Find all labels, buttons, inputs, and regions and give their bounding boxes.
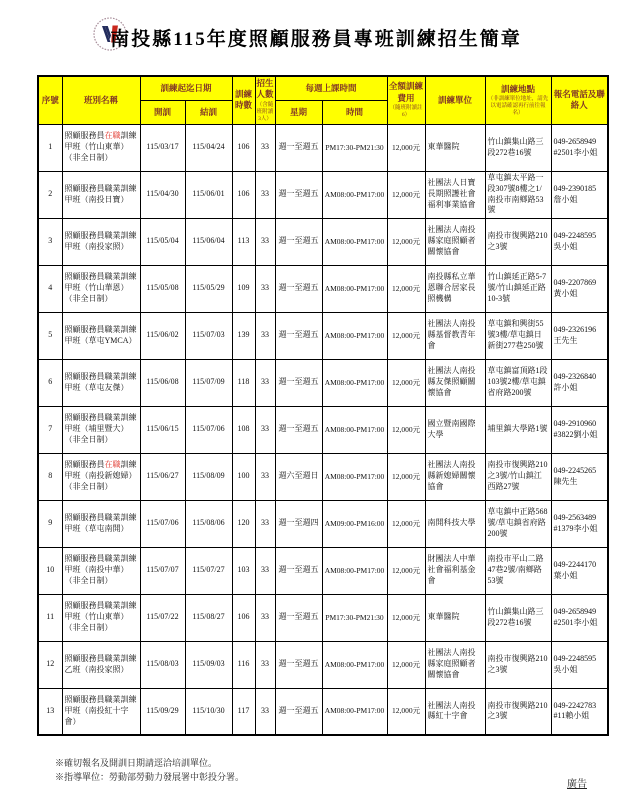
cell-date-end: 115/10/30 — [185, 688, 232, 735]
cell-date-start: 115/04/30 — [140, 171, 185, 218]
cell-date-start: 115/07/22 — [140, 594, 185, 641]
header-contact: 報名電話及聯絡人 — [551, 76, 608, 124]
header-fee-label: 全額訓練費用 — [388, 81, 423, 103]
cell-location: 竹山鎮集山路三段272巷16號 — [485, 594, 551, 641]
header-date-end: 結訓 — [185, 100, 232, 124]
cell-date-end: 115/07/06 — [185, 406, 232, 453]
cell-capacity: 33 — [255, 688, 275, 735]
cell-class-name: 照顧服務員職業訓練甲班（南投紅十字會） — [62, 688, 140, 735]
cell-seq: 9 — [38, 500, 62, 547]
cell-date-start: 115/07/07 — [140, 547, 185, 594]
inservice-highlight: 在職 — [104, 460, 121, 470]
cell-capacity: 33 — [255, 594, 275, 641]
cell-class-name: 照顧服務員職業訓練甲班（草屯YMCA） — [62, 312, 140, 359]
cell-fee: 12,000元 — [387, 547, 425, 594]
training-schedule-table — [37, 75, 609, 736]
cell-unit: 社團法人南投縣紅十字會 — [425, 688, 485, 735]
table-row — [38, 641, 608, 688]
table-row — [38, 453, 608, 500]
cell-seq: 13 — [38, 688, 62, 735]
cell-time: AM08:00-PM17:00 — [322, 359, 387, 406]
cell-contact: 049-2326840 許小姐 — [551, 359, 608, 406]
cell-unit: 社團法人南投縣家庭照顧者關懷協會 — [425, 641, 485, 688]
cell-weekday: 週一至週五 — [275, 594, 322, 641]
cell-class-name: 照顧服務員職業訓練甲班（埔里暨大）（非全日制） — [62, 406, 140, 453]
cell-contact: 049-2326196 王先生 — [551, 312, 608, 359]
cell-weekday: 週一至週五 — [275, 124, 322, 171]
cell-fee: 12,000元 — [387, 500, 425, 547]
cell-weekday: 週一至週五 — [275, 312, 322, 359]
cell-hours: 118 — [232, 359, 255, 406]
cell-contact: 049-2563489 #1379李小姐 — [551, 500, 608, 547]
table-row — [38, 688, 608, 735]
header-class-name: 班別名稱 — [62, 76, 140, 124]
header-location-label: 訓練地點 — [500, 83, 535, 94]
cell-unit: 國立暨南國際大學 — [425, 406, 485, 453]
cell-contact: 049-2390185 詹小姐 — [551, 171, 608, 218]
header-seq: 序號 — [38, 76, 62, 124]
header-capacity-label: 招生人數 — [256, 78, 274, 100]
cell-weekday: 週一至週五 — [275, 547, 322, 594]
cell-location: 草屯鎮富頂路1段103號2樓/草屯鎮省府路200號 — [485, 359, 551, 406]
cell-time: AM08:00-PM17:00 — [322, 547, 387, 594]
cell-fee: 12,000元 — [387, 688, 425, 735]
table-row — [38, 124, 608, 171]
footer-note-line: ※指導單位：勞動部勞動力發展署中彰投分署。 — [55, 771, 245, 782]
cell-unit: 東華醫院 — [425, 594, 485, 641]
cell-capacity: 33 — [255, 453, 275, 500]
table-row — [38, 359, 608, 406]
cell-weekday: 週一至週五 — [275, 171, 322, 218]
header-weekly-time: 每週上課時間 — [275, 76, 387, 100]
table-row — [38, 547, 608, 594]
cell-capacity: 33 — [255, 359, 275, 406]
cell-fee: 12,000元 — [387, 218, 425, 265]
cell-date-end: 115/06/01 — [185, 171, 232, 218]
cell-capacity: 33 — [255, 547, 275, 594]
cell-seq: 2 — [38, 171, 62, 218]
cell-fee: 12,000元 — [387, 453, 425, 500]
cell-class-name: 照顧服務員在職訓練甲班（竹山東華）（非全日制） — [62, 124, 140, 171]
cell-unit: 財團法人中華社會福利基金會 — [425, 547, 485, 594]
cell-class-name: 照顧服務員職業訓練甲班（竹山東華）（非全日制） — [62, 594, 140, 641]
cell-contact: 049-2244170 葉小姐 — [551, 547, 608, 594]
cell-time: AM08:00-PM17:00 — [322, 688, 387, 735]
cell-unit: 社團法人日寶長期照護社會福利事業協會 — [425, 171, 485, 218]
cell-capacity: 33 — [255, 500, 275, 547]
cell-date-start: 115/06/02 — [140, 312, 185, 359]
cell-date-start: 115/06/27 — [140, 453, 185, 500]
cell-time: AM08:00-PM17:00 — [322, 453, 387, 500]
cell-capacity: 33 — [255, 312, 275, 359]
header-weekday: 星期 — [275, 100, 322, 124]
cell-seq: 10 — [38, 547, 62, 594]
cell-contact: 049-2248595 吳小姐 — [551, 641, 608, 688]
cell-date-start: 115/05/08 — [140, 265, 185, 312]
cell-date-end: 115/08/27 — [185, 594, 232, 641]
cell-class-name: 照顧服務員職業訓練甲班（南投家照） — [62, 218, 140, 265]
cell-seq: 6 — [38, 359, 62, 406]
cell-time: AM08:00-PM17:00 — [322, 218, 387, 265]
cell-seq: 1 — [38, 124, 62, 171]
inservice-highlight: 在職 — [104, 131, 121, 141]
page-header — [0, 10, 632, 68]
cell-unit: 社團法人南投縣友傑照顧關懷協會 — [425, 359, 485, 406]
cell-contact: 049-2245265 陳先生 — [551, 453, 608, 500]
header-capacity-note: （含隨班附讀3人） — [256, 101, 274, 122]
cell-location: 竹山鎮延正路5-7號/竹山鎮延正路10-3號 — [485, 265, 551, 312]
cell-location: 竹山鎮集山路三段272巷16號 — [485, 124, 551, 171]
header-date-range: 訓練起迄日期 — [140, 76, 232, 100]
cell-fee: 12,000元 — [387, 406, 425, 453]
cell-location: 草屯鎮太平路一段307號8樓之1/南投市南鄉路53號 — [485, 171, 551, 218]
cell-weekday: 週一至週五 — [275, 688, 322, 735]
cell-fee: 12,000元 — [387, 265, 425, 312]
cell-hours: 106 — [232, 594, 255, 641]
cell-fee: 12,000元 — [387, 124, 425, 171]
cell-weekday: 週一至週五 — [275, 641, 322, 688]
cell-time: AM08:00-PM17:00 — [322, 406, 387, 453]
cell-hours: 117 — [232, 688, 255, 735]
advertisement-label: 廣告 — [567, 779, 587, 790]
table-row — [38, 406, 608, 453]
table-row — [38, 218, 608, 265]
cell-location: 南投市復興路210之3號 — [485, 641, 551, 688]
cell-class-name: 照顧服務員職業訓練甲班（竹山華恩）（非全日制） — [62, 265, 140, 312]
cell-contact: 049-2207869 黃小姐 — [551, 265, 608, 312]
cell-hours: 109 — [232, 265, 255, 312]
cell-hours: 139 — [232, 312, 255, 359]
cell-date-start: 115/06/15 — [140, 406, 185, 453]
cell-date-start: 115/03/17 — [140, 124, 185, 171]
cell-class-name: 照顧服務員職業訓練乙班（南投家照） — [62, 641, 140, 688]
cell-unit: 社團法人南投縣家庭照顧者關懷協會 — [425, 218, 485, 265]
cell-seq: 5 — [38, 312, 62, 359]
cell-seq: 12 — [38, 641, 62, 688]
cell-location: 南投市復興路210之3號 — [485, 688, 551, 735]
cell-class-name: 照顧服務員在職訓練甲班（南投新媳婦）（非全日制） — [62, 453, 140, 500]
cell-hours: 116 — [232, 641, 255, 688]
page-title: 南投縣115年度照顧服務員專班訓練招生簡章 — [110, 29, 522, 50]
cell-time: AM08:00-PM17:00 — [322, 641, 387, 688]
cell-fee: 12,000元 — [387, 312, 425, 359]
cell-time: PM17:30-PM21:30 — [322, 594, 387, 641]
cell-date-start: 115/05/04 — [140, 218, 185, 265]
cell-capacity: 33 — [255, 124, 275, 171]
cell-time: PM17:30-PM21:30 — [322, 124, 387, 171]
cell-class-name: 照顧服務員職業訓練甲班（草屯友傑） — [62, 359, 140, 406]
cell-hours: 113 — [232, 218, 255, 265]
cell-unit: 社團法人南投縣基督教青年會 — [425, 312, 485, 359]
table-row — [38, 265, 608, 312]
cell-date-end: 115/05/29 — [185, 265, 232, 312]
cell-weekday: 週一至週五 — [275, 406, 322, 453]
cell-date-end: 115/07/27 — [185, 547, 232, 594]
cell-contact: 049-2248595 吳小姐 — [551, 218, 608, 265]
cell-location: 南投市復興路210之3號/竹山鎮江西路27號 — [485, 453, 551, 500]
cell-location: 埔里鎮大學路1號 — [485, 406, 551, 453]
header-time: 時間 — [322, 100, 387, 124]
table-row — [38, 312, 608, 359]
cell-date-end: 115/09/03 — [185, 641, 232, 688]
cell-contact: 049-2910960 #3822劉小姐 — [551, 406, 608, 453]
cell-capacity: 33 — [255, 406, 275, 453]
cell-fee: 12,000元 — [387, 594, 425, 641]
cell-seq: 7 — [38, 406, 62, 453]
cell-time: AM08:00-PM17:00 — [322, 265, 387, 312]
cell-unit: 南開科技大學 — [425, 500, 485, 547]
cell-seq: 3 — [38, 218, 62, 265]
header-location — [485, 76, 551, 124]
cell-hours: 108 — [232, 406, 255, 453]
cell-seq: 4 — [38, 265, 62, 312]
cell-date-start: 115/07/06 — [140, 500, 185, 547]
cell-class-name: 照顧服務員職業訓練甲班（草屯南開） — [62, 500, 140, 547]
cell-date-end: 115/07/03 — [185, 312, 232, 359]
cell-date-end: 115/07/09 — [185, 359, 232, 406]
cell-class-name: 照顧服務員職業訓練甲班（南投日寶） — [62, 171, 140, 218]
cell-contact: 049-2658949 #2501李小姐 — [551, 124, 608, 171]
header-capacity — [255, 76, 275, 124]
cell-contact: 049-2242783 #11賴小姐 — [551, 688, 608, 735]
cell-fee: 12,000元 — [387, 171, 425, 218]
cell-location: 草屯鎮中正路568號/草屯鎮省府路200號 — [485, 500, 551, 547]
cell-location: 草屯鎮和興街55號3樓/草屯鎮日新街277巷250號 — [485, 312, 551, 359]
table-row — [38, 171, 608, 218]
cell-fee: 12,000元 — [387, 641, 425, 688]
table-row — [38, 594, 608, 641]
cell-capacity: 33 — [255, 218, 275, 265]
cell-date-end: 115/06/04 — [185, 218, 232, 265]
cell-date-end: 115/08/06 — [185, 500, 232, 547]
cell-capacity: 33 — [255, 641, 275, 688]
cell-hours: 103 — [232, 547, 255, 594]
cell-date-start: 115/06/08 — [140, 359, 185, 406]
cell-date-start: 115/09/29 — [140, 688, 185, 735]
cell-weekday: 週一至週五 — [275, 218, 322, 265]
cell-unit: 南投縣私立華恩聯合居家長照機構 — [425, 265, 485, 312]
cell-fee: 12,000元 — [387, 359, 425, 406]
cell-capacity: 33 — [255, 171, 275, 218]
cell-weekday: 週六至週日 — [275, 453, 322, 500]
header-fee-note: （隨班附讀註6） — [389, 105, 423, 119]
footer-notes — [55, 757, 244, 785]
header-fee — [387, 76, 425, 124]
cell-weekday: 週一至週五 — [275, 265, 322, 312]
cell-hours: 106 — [232, 171, 255, 218]
cell-seq: 11 — [38, 594, 62, 641]
cell-contact: 049-2658949 #2501李小姐 — [551, 594, 608, 641]
table-row — [38, 500, 608, 547]
header-date-start: 開訓 — [140, 100, 185, 124]
cell-weekday: 週一至週五 — [275, 359, 322, 406]
cell-hours: 100 — [232, 453, 255, 500]
cell-unit: 東華醫院 — [425, 124, 485, 171]
cell-time: AM08:00-PM17:00 — [322, 171, 387, 218]
header-hours: 訓練時數 — [232, 76, 255, 124]
table-header — [38, 76, 608, 124]
cell-location: 南投市復興路210之3號 — [485, 218, 551, 265]
footer-note-line: ※確切報名及開訓日期請逕洽培訓單位。 — [55, 758, 218, 768]
cell-weekday: 週一至週四 — [275, 500, 322, 547]
cell-unit: 社團法人南投縣新媳婦關懷協會 — [425, 453, 485, 500]
header-unit: 訓練單位 — [425, 76, 485, 124]
cell-capacity: 33 — [255, 265, 275, 312]
cell-seq: 8 — [38, 453, 62, 500]
cell-date-end: 115/04/24 — [185, 124, 232, 171]
cell-time: AM08:00-PM17:00 — [322, 312, 387, 359]
cell-time: AM09:00-PM16:00 — [322, 500, 387, 547]
cell-date-start: 115/08/03 — [140, 641, 185, 688]
cell-date-end: 115/08/09 — [185, 453, 232, 500]
cell-location: 南投市平山二路47巷2號/南鄉路53號 — [485, 547, 551, 594]
header-location-note: （非訓練單位地址，請先以電話確認再行前往報名） — [487, 96, 549, 116]
table-body — [38, 124, 608, 735]
cell-class-name: 照顧服務員職業訓練甲班（南投中華）（非全日制） — [62, 547, 140, 594]
cell-hours: 120 — [232, 500, 255, 547]
cell-hours: 106 — [232, 124, 255, 171]
